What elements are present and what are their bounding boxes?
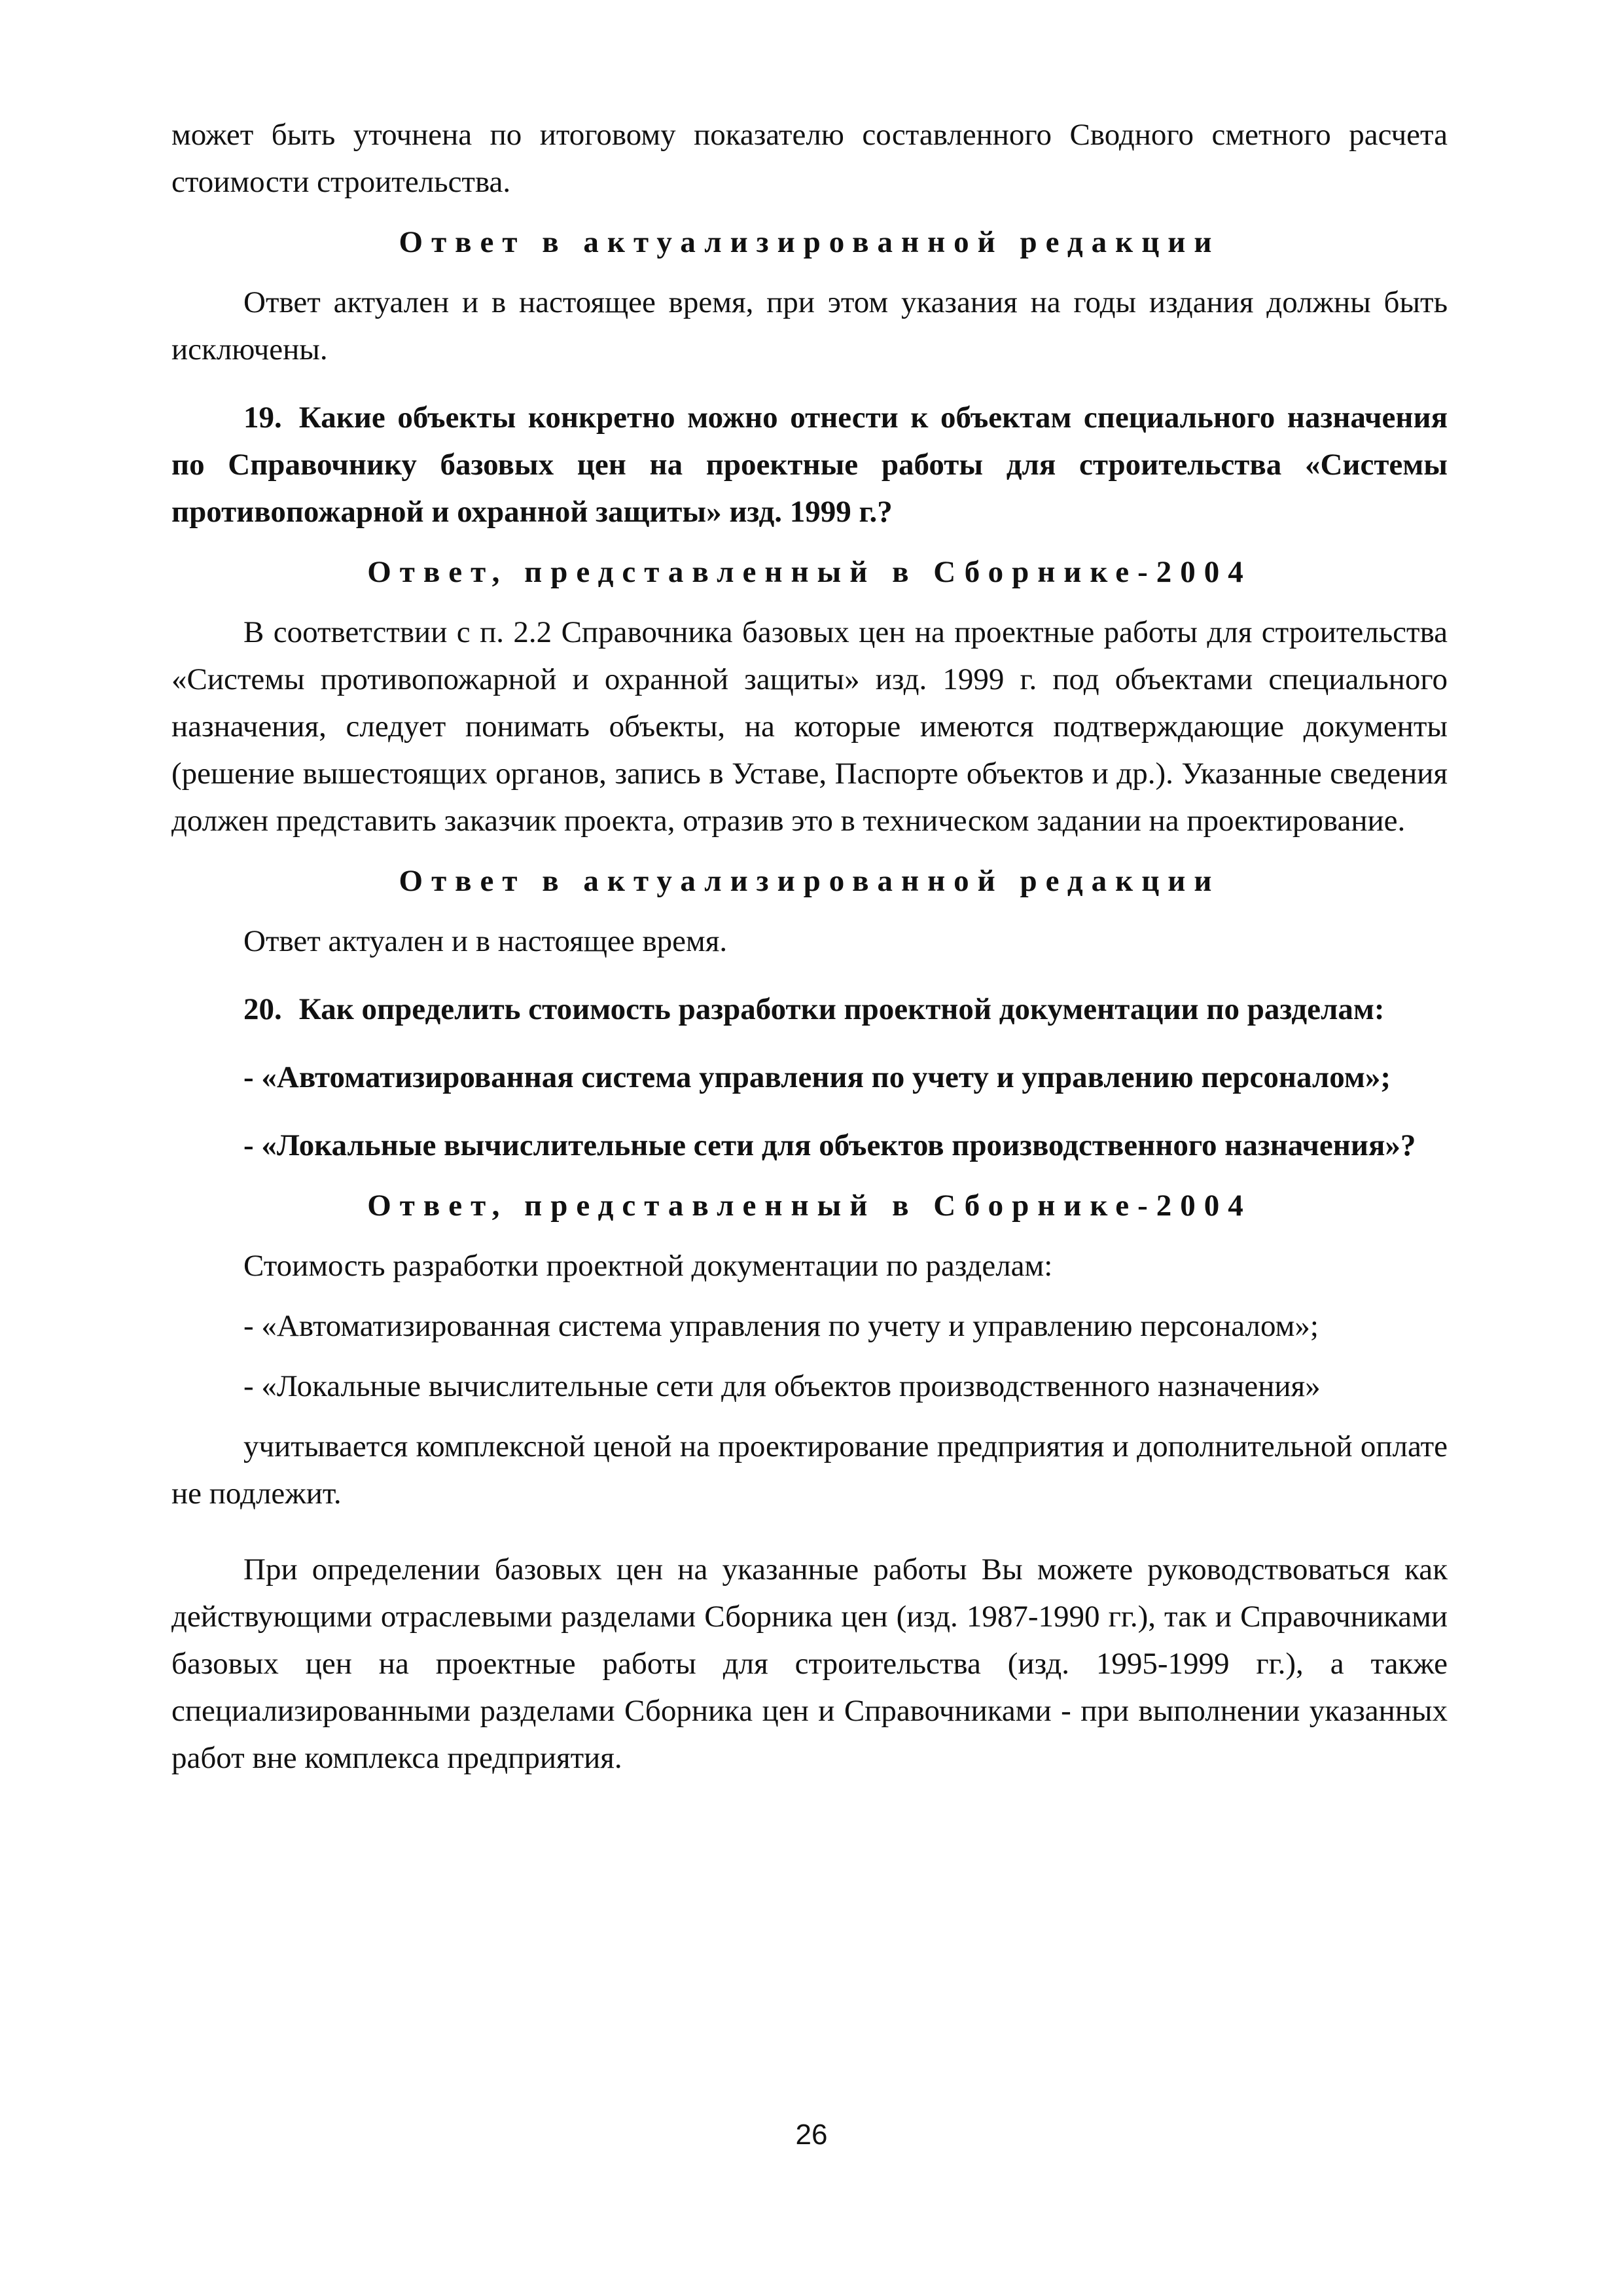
spacer [171,1289,1448,1302]
page-number: 26 [795,2119,828,2151]
spacer [171,1169,1448,1182]
spacer [171,905,1448,918]
answer-20-line: учитывается комплексной ценой на проектирование предприятия и дополнительной оплате не подлежит. [171,1429,1448,1511]
question-text: Какие объекты конкретно можно отнести к объектам специального назначения по Справочнику базовых цен на проектные работы для строительства «Системы противопожарной и охранной защиты» изд. 1999 г.? [171,401,1448,529]
spacer [171,373,1448,394]
question-20-item: - «Автоматизированная система управления по учету и управлению персоналом»; [243,1060,1391,1094]
answer-20-line: - «Локальные вычислительные сети для объектов производственного назначения» [243,1369,1321,1403]
spacer [171,1517,1448,1546]
question-number: 20. [243,992,282,1026]
answer-updated-paragraph: Ответ актуален и в настоящее время. [243,924,728,958]
spacer [171,266,1448,279]
spacer [171,1033,1448,1054]
answer-20-paragraph: При определении базовых цен на указанные работы Вы можете руководствоваться как действующими отраслевыми разделами Сборника цен (изд. 1987-1990 гг.), так и Справочниками базовых цен на проектные работы для строительства (изд. 1995-1999 гг.), а также специализированными разделами Сборника цен и Справочниками - при выполнении указанных работ вне комплекса предприятия. [171,1552,1448,1775]
spacer [171,535,1448,548]
question-20-item: - «Локальные вычислительные сети для объектов производственного назначения»? [243,1128,1416,1162]
spacer [171,1410,1448,1423]
spacer [171,1101,1448,1122]
section-heading-updated: Ответ в актуализированной редакции [399,225,1221,259]
spacer [171,1229,1448,1242]
answer-20-line: Стоимость разработки проектной документации по разделам: [243,1249,1053,1283]
document-page [171,111,1448,1782]
spacer [171,596,1448,609]
spacer [171,206,1448,219]
spacer [171,965,1448,986]
intro-paragraph: может быть уточнена по итоговому показателю составленного Сводного сметного расчета стоимости строительства. [171,118,1448,199]
section-heading-2004: Ответ, представленный в Сборнике-2004 [367,1189,1252,1223]
section-heading-2004: Ответ, представленный в Сборнике-2004 [367,555,1252,589]
question-number: 19. [243,401,282,435]
question-20 [171,986,1448,1033]
answer-19-paragraph: В соответствии с п. 2.2 Справочника базовых цен на проектные работы для строительства «Системы противопожарной и охранной защиты» изд. 1999 г. под объектами специального назначения, следует понимать объекты, на которые имеются подтверждающие документы (решение вышестоящих органов, запись в Уставе, Паспорте объектов и др.). Указанные сведения должен представить заказчик проекта, отразив это в техническом задании на проектирование. [171,615,1448,838]
answer-20-line: - «Автоматизированная система управления по учету и управлению персоналом»; [243,1309,1319,1343]
spacer [171,844,1448,857]
answer-updated-paragraph: Ответ актуален и в настоящее время, при этом указания на годы издания должны быть исключены. [171,285,1448,367]
question-19 [171,394,1448,535]
spacer [171,1350,1448,1363]
section-heading-updated: Ответ в актуализированной редакции [399,864,1221,898]
question-text: Как определить стоимость разработки проектной документации по разделам: [298,992,1385,1026]
